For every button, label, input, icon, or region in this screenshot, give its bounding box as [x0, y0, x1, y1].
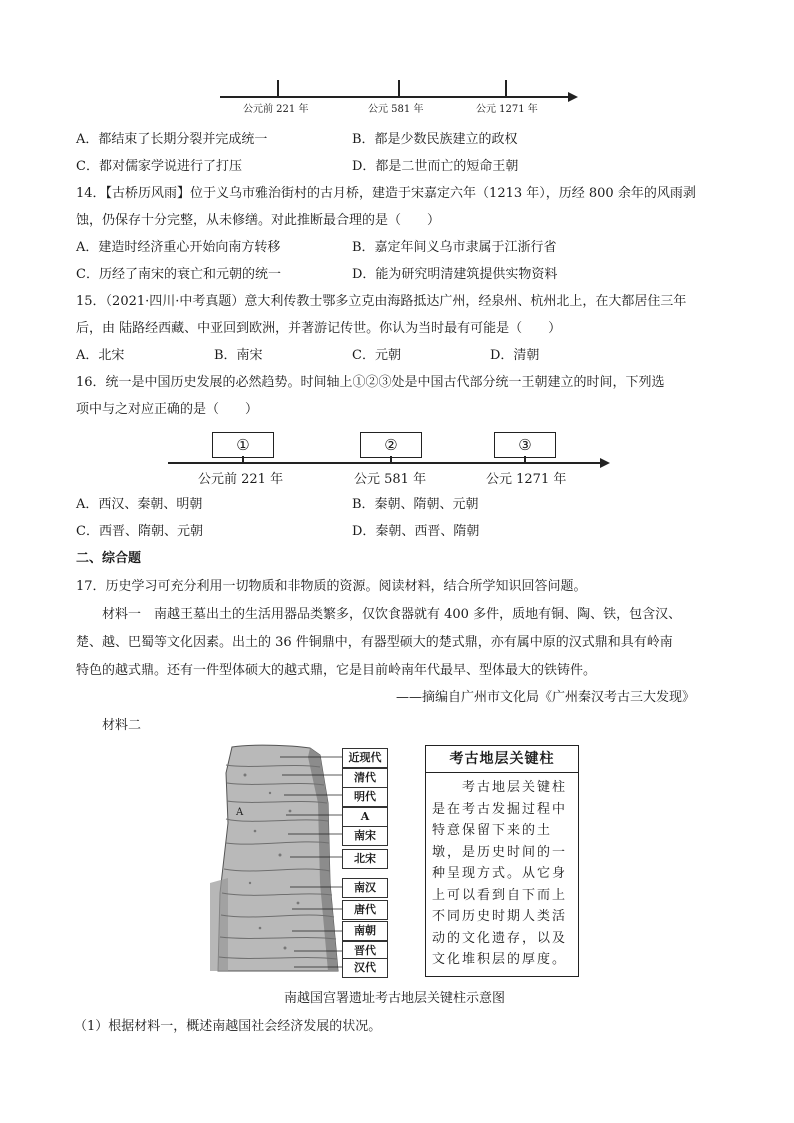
- layer-label-6: 北宋: [342, 849, 388, 869]
- column-side-marker: A: [236, 807, 244, 818]
- q15-option-d[interactable]: D．清朝: [490, 348, 540, 363]
- timeline-top-label-2: 公元 581 年: [368, 104, 424, 115]
- layer-label-4: A: [342, 807, 388, 827]
- q17-material1-line1: 材料一 南越王墓出土的生活用器品类繁多，仅饮食器就有 400 多件，质地有铜、陶、铁，包含汉、: [102, 607, 682, 622]
- q16-stem-line1: 16．统一是中国历史发展的必然趋势。时间轴上①②③处是中国古代部分统一王朝建立的时间，下列选: [76, 375, 665, 390]
- layer-label-2: 清代: [342, 768, 388, 788]
- q13-option-a[interactable]: A．都结束了长期分裂并完成统一: [76, 132, 268, 147]
- layer-label-8: 唐代: [342, 900, 388, 920]
- timeline-top-axis: [220, 96, 570, 98]
- q17-intro: 17．历史学习可充分利用一切物质和非物质的资源。阅读材料，结合所学知识回答问题。: [76, 579, 587, 594]
- layer-label-3: 明代: [342, 787, 388, 807]
- timeline-top-tick-2: [398, 80, 400, 97]
- q13-option-d[interactable]: D．都是二世而亡的短命王朝: [352, 159, 519, 174]
- figure-caption: 南越国宫署遗址考古地层关键柱示意图: [284, 991, 506, 1006]
- q14-option-a[interactable]: A．建造时经济重心开始向南方转移: [76, 240, 281, 255]
- q14-option-b[interactable]: B．嘉定年间义乌市隶属于江浙行省: [352, 240, 557, 255]
- layer-label-7: 南汉: [342, 878, 388, 898]
- timeline-q16-label-3: 公元 1271 年: [486, 472, 567, 487]
- q14-stem-line1: 14．【古桥历风雨】位于义乌市雅治街村的古月桥，建造于宋嘉定六年（1213 年），历经 800 余年的风雨剥: [76, 186, 696, 201]
- timeline-mark-3: ③: [494, 432, 556, 458]
- q14-stem-line2: 蚀，仍保存十分完整，从未修缮。对此推断最合理的是（ ）: [76, 213, 441, 228]
- q16-option-c[interactable]: C．西晋、隋朝、元朝: [76, 524, 203, 539]
- timeline-q16-tick-1: [242, 456, 244, 463]
- q14-option-c[interactable]: C．历经了南宋的衰亡和元朝的统一: [76, 267, 281, 282]
- timeline-top-tick-3: [505, 80, 507, 97]
- layer-label-10: 晋代: [342, 941, 388, 961]
- layer-label-9: 南朝: [342, 921, 388, 941]
- q15-option-b[interactable]: B．南宋: [214, 348, 263, 363]
- layer-label-1: 近现代: [342, 748, 388, 768]
- info-box-title: 考古地层关键柱: [426, 746, 578, 773]
- q15-option-a[interactable]: A．北宋: [76, 348, 125, 363]
- layer-label-5: 南宋: [342, 826, 388, 846]
- timeline-top-arrow: [568, 92, 578, 102]
- stratigraphy-column-image: [210, 743, 345, 975]
- q15-option-c[interactable]: C．元朝: [352, 348, 401, 363]
- q16-option-b[interactable]: B．秦朝、隋朝、元朝: [352, 497, 479, 512]
- q17-material2-label: 材料二: [102, 718, 142, 733]
- q16-option-a[interactable]: A．西汉、秦朝、明朝: [76, 497, 203, 512]
- timeline-top-tick-1: [277, 80, 279, 97]
- q17-material1-line2: 楚、越、巴蜀等文化因素。出土的 36 件铜鼎中，有器型硕大的楚式鼎，亦有属中原的汉式鼎和具有岭南: [76, 635, 673, 650]
- timeline-q16-tick-2: [390, 456, 392, 463]
- q16-stem-line2: 项中与之对应正确的是（ ）: [76, 402, 259, 417]
- timeline-mark-2: ②: [360, 432, 422, 458]
- q17-sub-question-1: （1）根据材料一，概述南越国社会经济发展的状况。: [74, 1019, 382, 1034]
- q16-option-d[interactable]: D．秦朝、西晋、隋朝: [352, 524, 480, 539]
- timeline-top-label-3: 公元 1271 年: [476, 104, 538, 115]
- q13-option-b[interactable]: B．都是少数民族建立的政权: [352, 132, 518, 147]
- q17-material1-line3: 特色的越式鼎。还有一件型体硕大的越式鼎，它是目前岭南年代最早、型体最大的铁铸件。: [76, 663, 597, 678]
- timeline-q16-tick-3: [524, 456, 526, 463]
- q13-option-c[interactable]: C．都对儒家学说进行了打压: [76, 159, 242, 174]
- q14-option-d[interactable]: D．能为研究明清建筑提供实物资料: [352, 267, 558, 282]
- timeline-q16-label-2: 公元 581 年: [354, 472, 427, 487]
- timeline-mark-1: ①: [212, 432, 274, 458]
- info-box-text: 考古地层关键柱是在考古发掘过程中特意保留下来的土墩，是历史时间的一种呈现方式。从它身上可以看到自下而上不同历史时期人类活动的文化遗存，以及文化堆积层的厚度。: [432, 780, 568, 967]
- q15-stem-line2: 后，由 陆路经西藏、中亚回到欧洲，并著游记传世。你认为当时最有可能是（ ）: [76, 321, 562, 336]
- timeline-q16-arrow: [600, 458, 610, 468]
- q17-material1-source: ——摘编自广州市文化局《广州秦汉考古三大发现》: [396, 690, 696, 705]
- timeline-top-label-1: 公元前 221 年: [243, 104, 309, 115]
- q15-stem-line1: 15．（2021·四川·中考真题）意大利传教士鄂多立克由海路抵达广州，经泉州、杭州北上，在大都居住三年: [76, 294, 687, 309]
- section2-title: 二、综合题: [76, 551, 142, 566]
- stratigraphy-info-box: [425, 745, 579, 977]
- layer-label-11: 汉代: [342, 958, 388, 978]
- timeline-q16-label-1: 公元前 221 年: [198, 472, 284, 487]
- timeline-q16-axis: [168, 462, 602, 464]
